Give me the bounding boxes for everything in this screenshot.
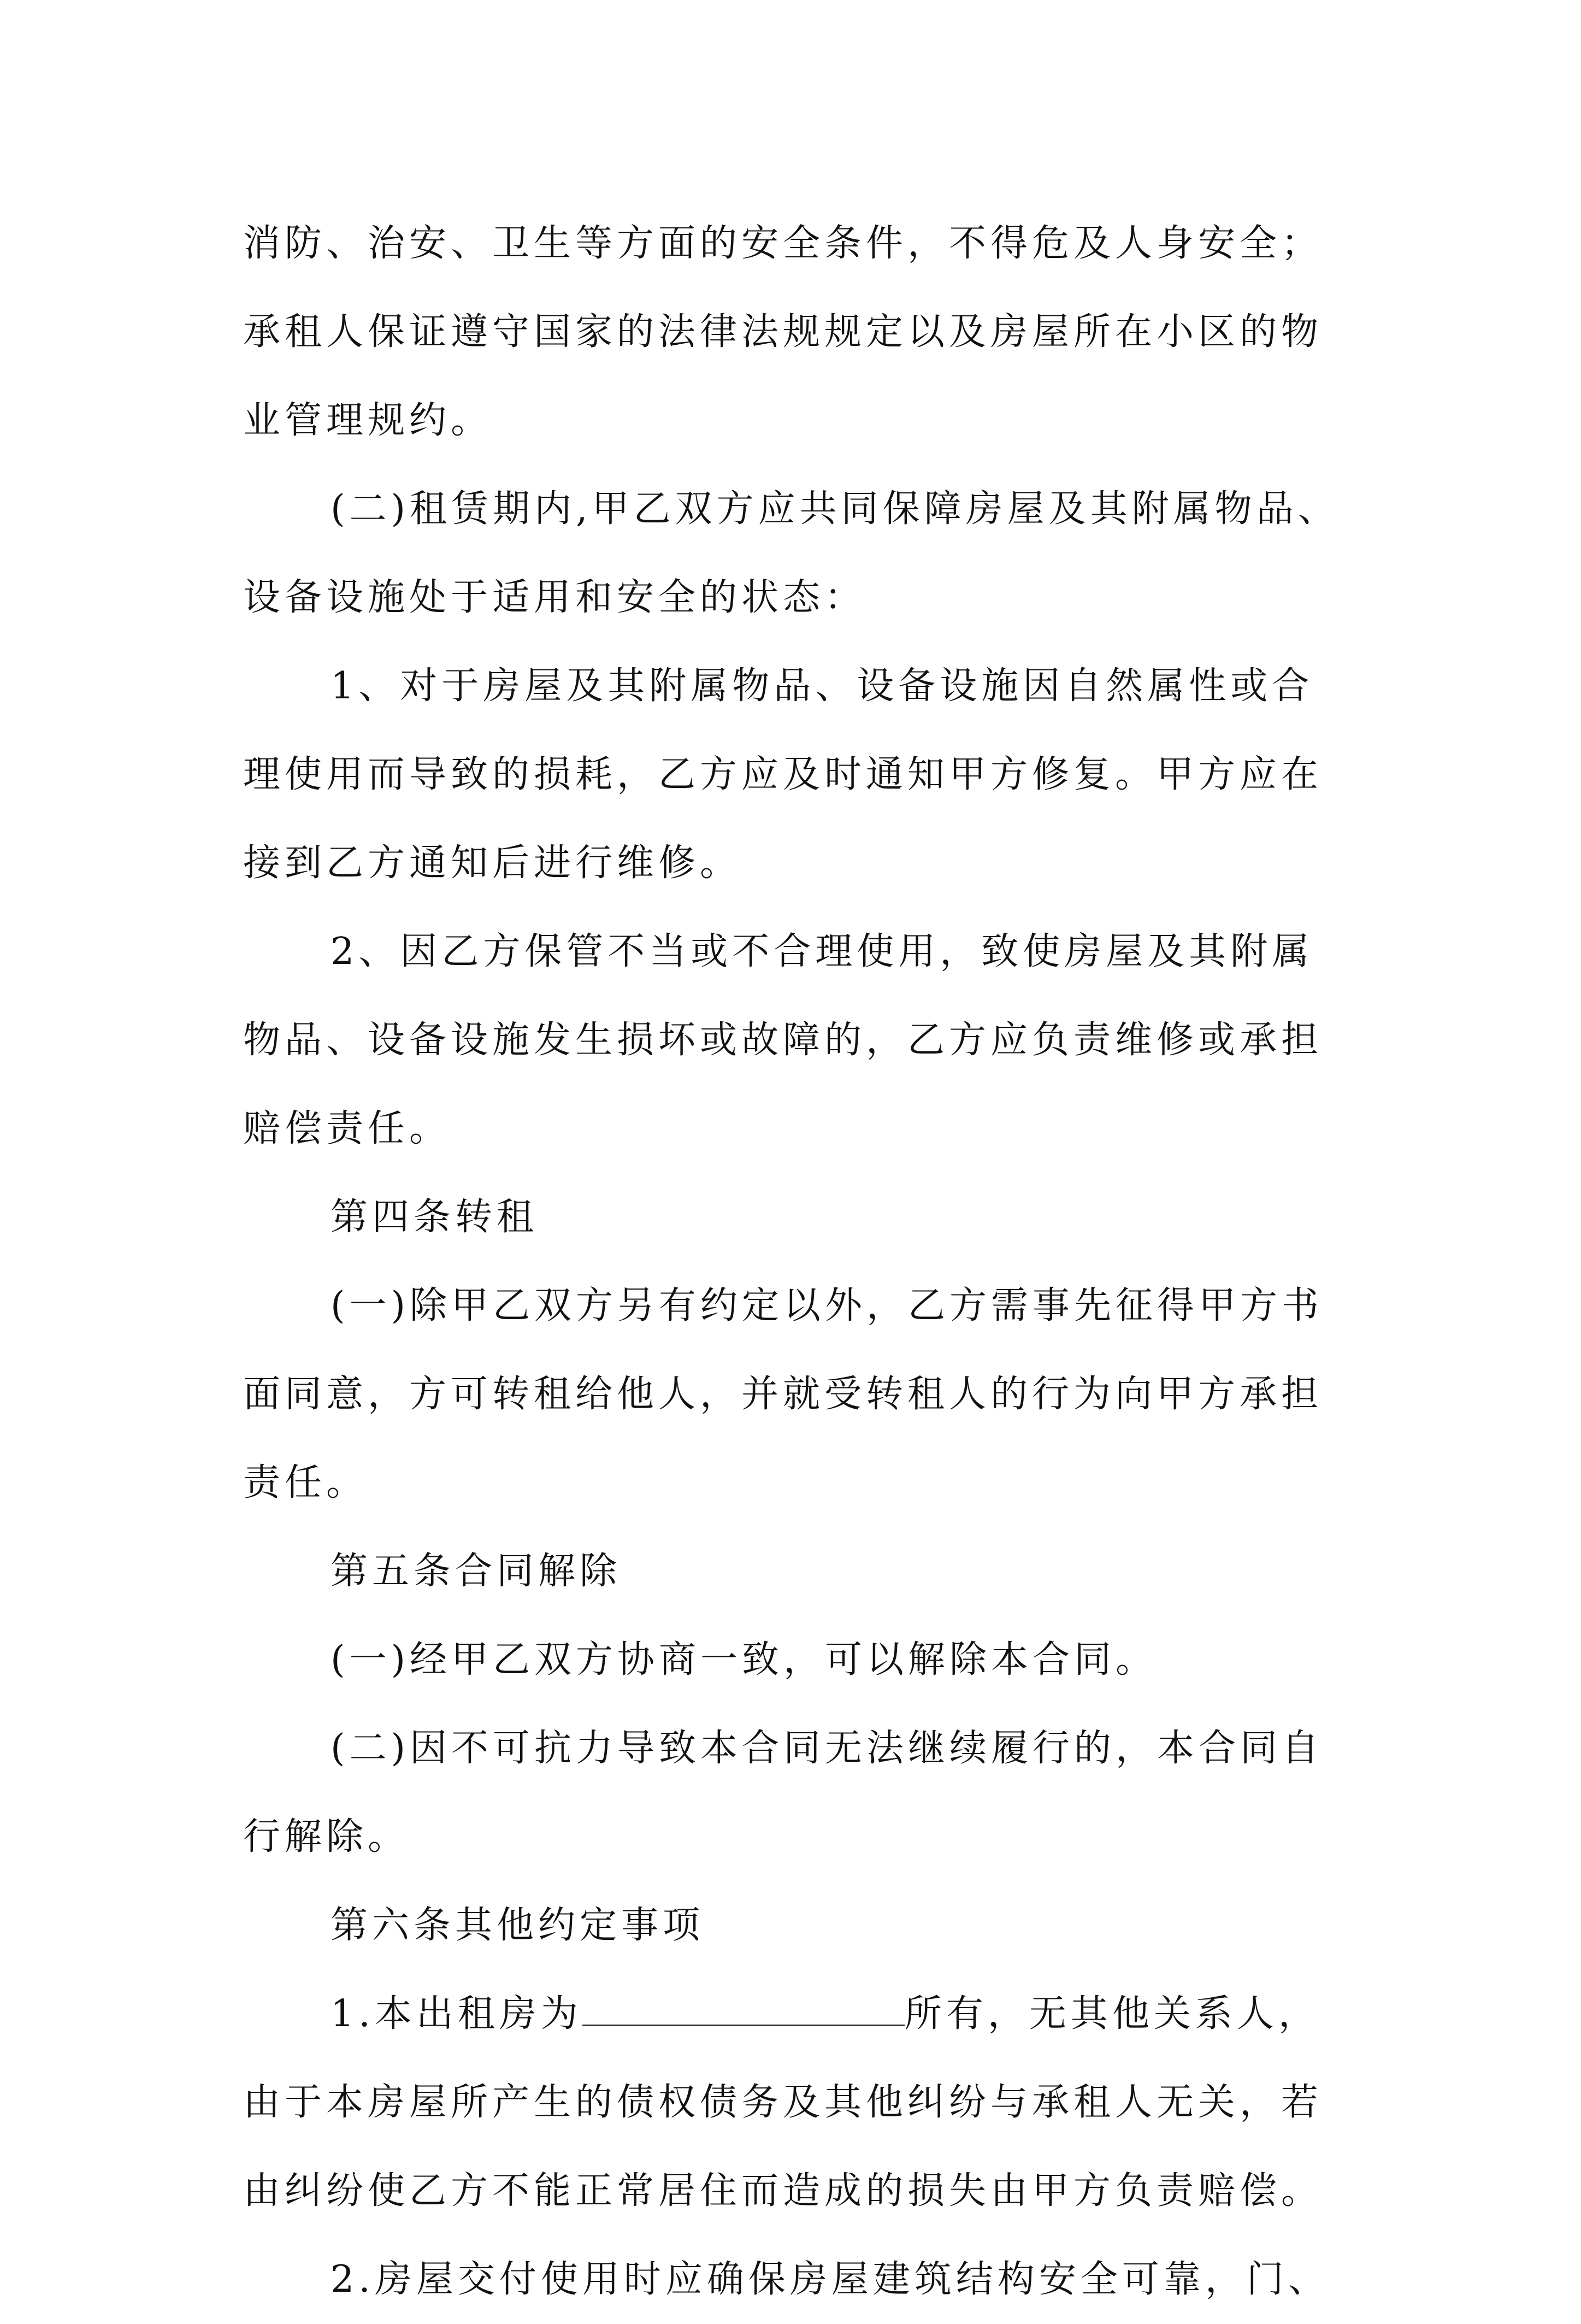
paragraph-safety-conditions: 消防、治安、卫生等方面的安全条件，不得危及人身安全；承租人保证遵守国家的法律法规规定以及房屋所在小区的物业管理规约。 [243,222,1323,442]
paragraph-natural-wear: 1、对于房屋及其附属物品、设备设施因自然属性或合理使用而导致的损耗，乙方应及时通知甲方修复。甲方应在接到乙方通知后进行维修。 [243,664,1323,885]
document-body [243,199,1352,2324]
paragraph-disputes: 由于本房屋所产生的债权债务及其他纠纷与承租人无关，若由纠纷使乙方不能正常居住而造成的损失由甲方负责赔偿。 [243,2081,1323,2213]
ownership-prefix: 1.本出租房为 [331,1992,582,2035]
paragraph-structure-safety: 2.房屋交付使用时应确保房屋建筑结构安全可靠，门、 [331,2258,1330,2301]
heading-article-5-termination: 第五条合同解除 [331,1550,622,1593]
paragraph-lease-period-maintenance: (二)租赁期内,甲乙双方应共同保障房屋及其附属物品、设备设施处于适用和安全的状态： [243,487,1340,619]
heading-article-6-other: 第六条其他约定事项 [331,1904,705,1947]
paragraph-sublease-consent: (一)除甲乙双方另有约定以外，乙方需事先征得甲方书面同意，方可转租给他人，并就受转租人的行为向甲方承担责任。 [243,1284,1324,1504]
ownership-suffix: 所有，无其他关系人， [904,1992,1320,2035]
paragraph-ownership [243,1970,1352,2058]
paragraph-improper-use: 2、因乙方保管不当或不合理使用，致使房屋及其附属物品、设备设施发生损坏或故障的，乙方应负责维修或承担赔偿责任。 [243,930,1323,1150]
heading-article-4-sublease: 第四条转租 [331,1196,539,1239]
owner-name-blank[interactable] [582,1993,905,2026]
paragraph-force-majeure: (二)因不可抗力导致本合同无法继续履行的，本合同自行解除。 [243,1727,1324,1858]
paragraph-mutual-termination: (一)经甲乙双方协商一致，可以解除本合同。 [331,1638,1158,1681]
